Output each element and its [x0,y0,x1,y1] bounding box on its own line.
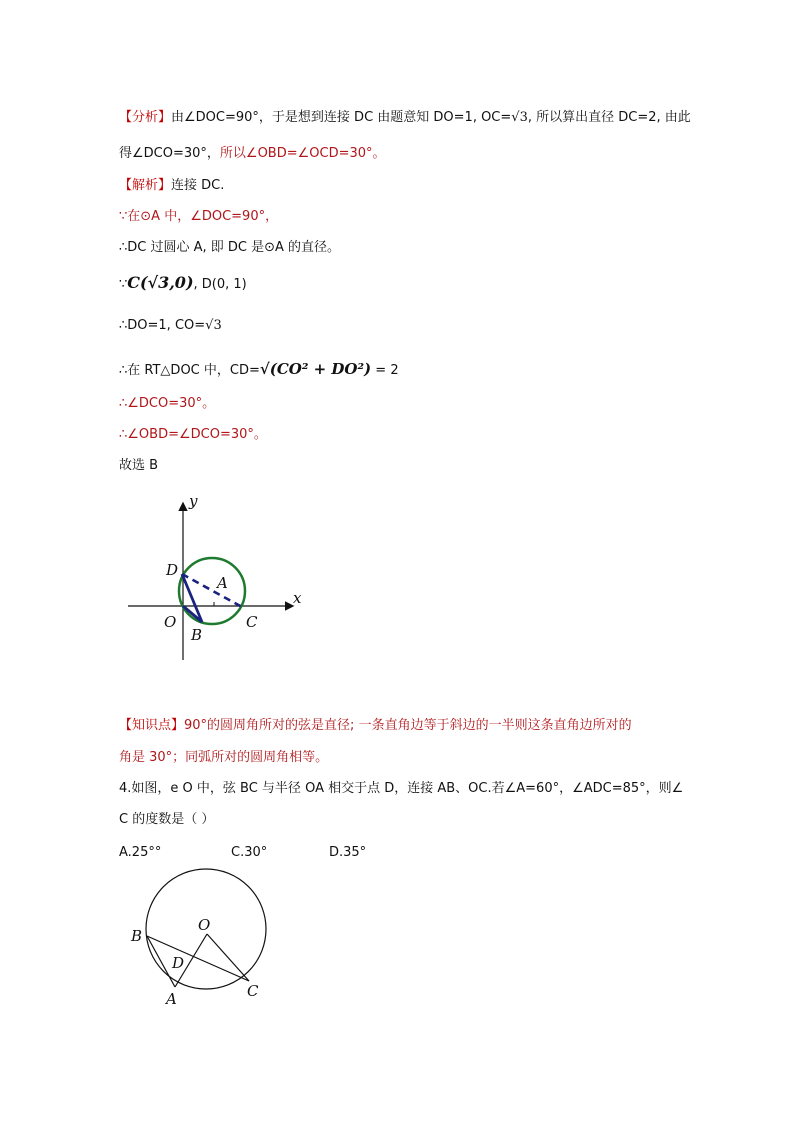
knowledge-line-1: 【知识点】90°的圆周角所对的弦是直径; 一条直角边等于斜边的一半则这条直角边所对的 [119,718,632,733]
label-a: A [166,990,177,1008]
solution-step-4: ∴DO=1, CO=√3 [119,318,222,333]
label-c: C [247,982,259,1000]
label-c: C [246,613,258,631]
question-line-1: 4.如图，e O 中，弦 BC 与半径 OA 相交于点 D，连接 AB、OC.若∠A=60°，∠ADC=85°，则∠ [119,781,684,796]
label-o: O [198,916,211,934]
chord-ab [147,936,175,987]
label-b: B [131,927,143,945]
knowledge-tag: 【知识点】 [119,718,185,733]
label-a: A [217,574,228,592]
option-d: D.35° [329,845,367,860]
radius-oc [207,934,249,981]
figure-circle-o [125,866,295,1016]
option-a: A.25°° [119,845,162,860]
chord-bc [147,936,249,981]
label-y: y [189,492,198,510]
question-line-2: C 的度数是（ ） [119,812,215,827]
label-o: O [164,613,177,631]
label-d: D [166,561,179,579]
solution-step-2: ∴DC 过圆心 A, 即 DC 是⊙A 的直径。 [119,240,341,255]
solution-header: 【解析】连接 DC. [119,178,225,193]
diameter-dc [182,574,242,607]
analysis-line-2: 得∠DCO=30°，所以∠OBD=∠OCD=30°。 [119,146,386,161]
label-d: D [172,954,185,972]
option-c: C.30° [231,845,268,860]
figure-circle-coordinate [120,490,320,670]
solution-step-1: ∵在⊙A 中，∠DOC=90°， [119,209,279,224]
solution-step-3: ∵C(√3,0), D(0, 1) [119,273,247,292]
solution-step-5: ∴在 RT△DOC 中，CD=√(CO² + DO²) = 2 [119,360,399,378]
solution-step-7: ∴∠OBD=∠DCO=30°。 [119,427,267,442]
solution-step-6: ∴∠DCO=30°。 [119,396,216,411]
solution-tag: 【解析】 [119,178,172,193]
label-x: x [293,589,302,607]
analysis-tag: 【分析】 [119,110,172,125]
knowledge-line-2: 角是 30°；同弧所对的圆周角相等。 [119,750,329,765]
analysis-line-1: 【分析】由∠DOC=90°，于是想到连接 DC 由题意知 DO=1, OC=√3, 所以算出直径 DC=2, 由此 [119,110,691,125]
solution-answer: 故选 B [119,458,159,473]
label-b: B [191,626,203,644]
